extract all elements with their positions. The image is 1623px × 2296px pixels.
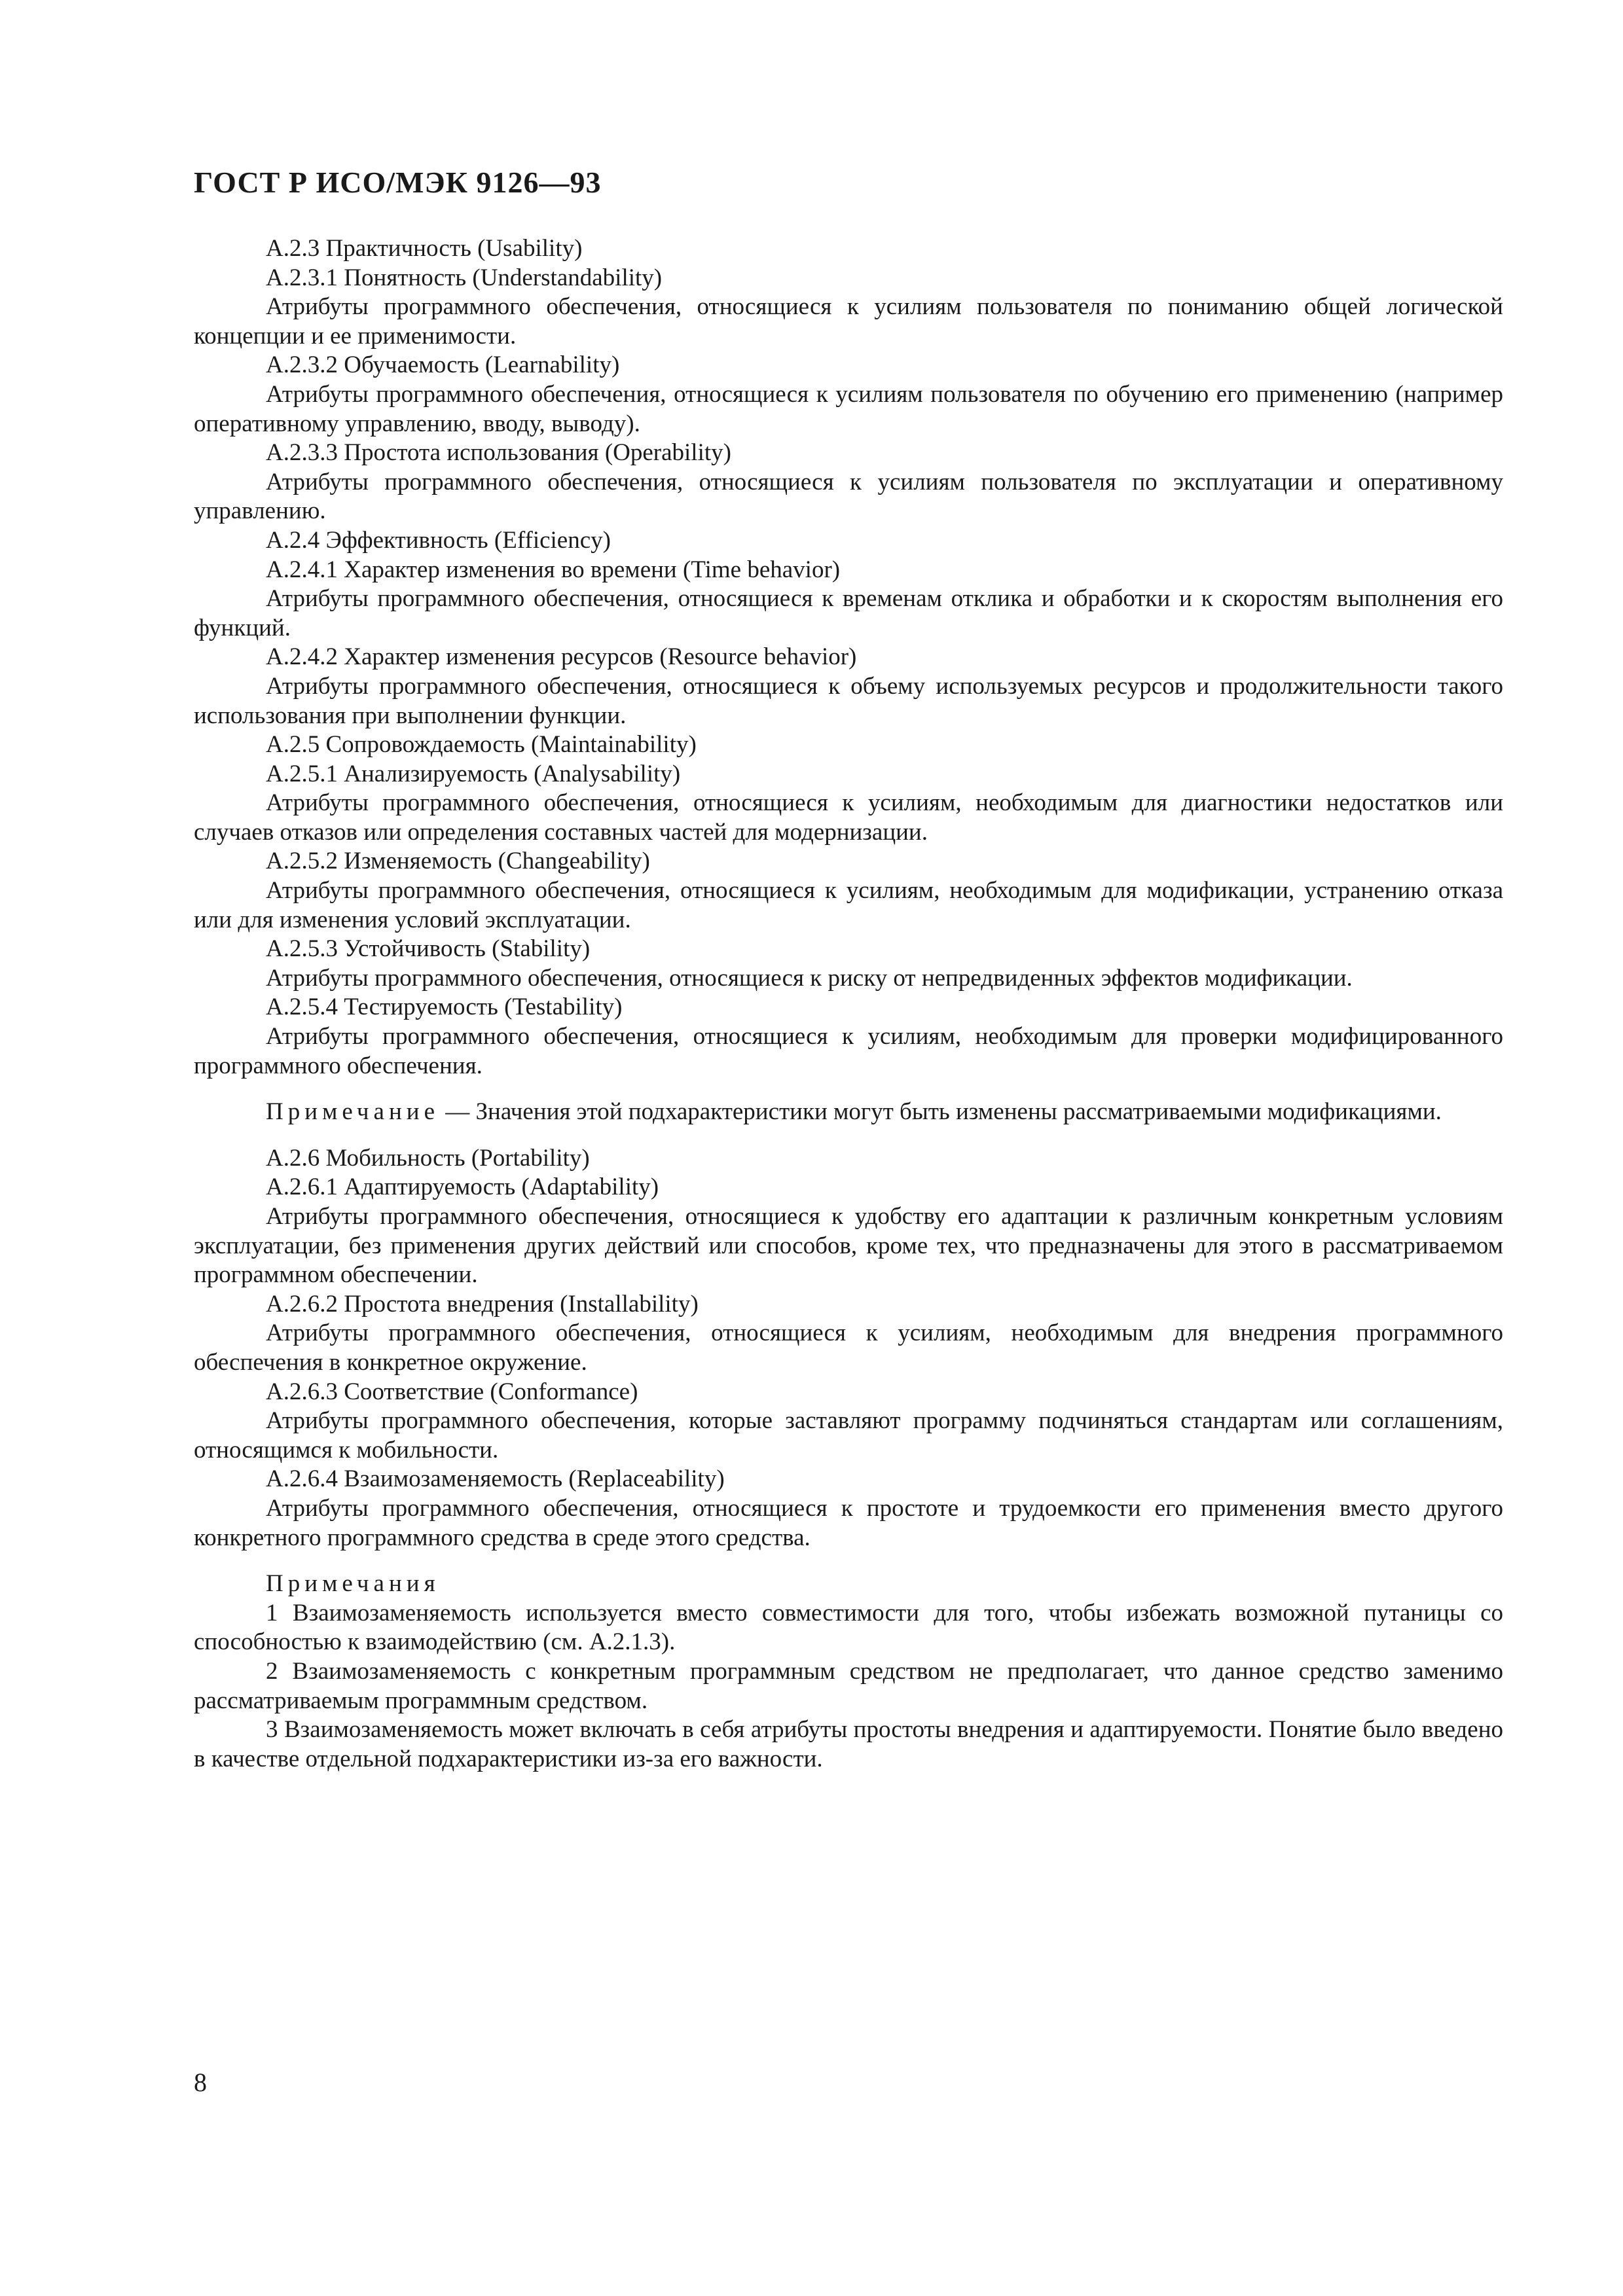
section-heading: А.2.5.3 Устойчивость (Stability) — [266, 935, 591, 963]
section-paragraph: Атрибуты программного обеспечения, относящиеся к усилиям, необходимым для проверки модифицированного программного обеспечения. — [194, 1023, 1503, 1079]
section-paragraph: Атрибуты программного обеспечения, относящиеся к усилиям пользователя по обучению его применению (например оперативному управлению, вводу, выводу). — [194, 380, 1503, 437]
section-heading: А.2.5.1 Анализируемость (Analysability) — [266, 760, 681, 787]
section-heading: А.2.3.1 Понятность (Understandability) — [266, 264, 663, 291]
section-paragraph: Атрибуты программного обеспечения, относящиеся к усилиям, необходимым для модификации, устранению отказа или для изменения условий эксплуатации. — [194, 877, 1503, 933]
section-heading: А.2.3.2 Обучаемость (Learnability) — [266, 351, 620, 379]
document-body — [194, 234, 1503, 1774]
section-heading: А.2.5.2 Изменяемость (Changeability) — [266, 848, 650, 875]
section-heading: А.2.6.2 Простота внедрения (Installability) — [266, 1290, 699, 1318]
section-paragraph: Атрибуты программного обеспечения, которые заставляют программу подчиняться стандартам или соглашениям, относящимся к мобильности. — [194, 1407, 1503, 1463]
note-label: Примечание — [266, 1098, 439, 1126]
note-item: 1 Взаимозаменяемость используется вместо совместимости для того, чтобы избежать возможной путаницы со способностью к взаимодействию (см. А.2.1.3). — [194, 1599, 1503, 1656]
page-number: 8 — [194, 2068, 207, 2097]
document-header: ГОСТ Р ИСО/МЭК 9126—93 — [194, 166, 602, 199]
section-paragraph: Атрибуты программного обеспечения, относящиеся к усилиям, необходимым для диагностики недостатков или случаев отказов или определения составных частей для модернизации. — [194, 789, 1503, 846]
section-paragraph: Атрибуты программного обеспечения, относящиеся к объему используемых ресурсов и продолжительности такого использования при выполнении функции. — [194, 672, 1503, 729]
note-item: 3 Взаимозаменяемость может включать в себя атрибуты простоты внедрения и адаптируемости. Понятие было введено в качестве отдельной подхарактеристики из-за его важности. — [194, 1716, 1503, 1772]
section-paragraph: Атрибуты программного обеспечения, относящиеся к усилиям пользователя по пониманию общей логической концепции и ее применимости. — [194, 293, 1503, 350]
note-item: 2 Взаимозаменяемость с конкретным программным средством не предполагает, что данное средство заменимо рассматриваемым программным средством. — [194, 1657, 1503, 1714]
section-heading: А.2.3.3 Простота использования (Operability) — [266, 439, 731, 467]
section-heading: А.2.6.3 Соответствие (Conformance) — [266, 1378, 638, 1405]
section-paragraph: Атрибуты программного обеспечения, относящиеся к удобству его адаптации к различным конкретным условиям эксплуатации, без применения других действий или способов, кроме тех, что предназначены для этого в рассматриваемом программном обеспечении. — [194, 1203, 1503, 1289]
section-heading: А.2.6.1 Адаптируемость (Adaptability) — [266, 1174, 659, 1201]
note-text: — Значения этой подхарактеристики могут быть изменены рассматриваемыми модификациями. — [439, 1098, 1442, 1126]
note-paragraph — [194, 1098, 1503, 1127]
section-heading: А.2.4 Эффективность (Efficiency) — [266, 526, 611, 554]
section-heading: А.2.4.1 Характер изменения во времени (Time behavior) — [266, 556, 841, 583]
section-heading: А.2.6.4 Взаимозаменяемость (Replaceability) — [266, 1465, 725, 1493]
section-paragraph: Атрибуты программного обеспечения, относящиеся к простоте и трудоемкости его применения вместо другого конкретного программного средства в среде этого средства. — [194, 1494, 1503, 1551]
section-heading: А.2.6 Мобильность (Portability) — [266, 1144, 590, 1172]
section-paragraph: Атрибуты программного обеспечения, относящиеся к усилиям пользователя по эксплуатации и оперативному управлению. — [194, 468, 1503, 525]
section-heading: А.2.4.2 Характер изменения ресурсов (Resource behavior) — [266, 643, 857, 671]
section-heading: А.2.3 Практичность (Usability) — [266, 235, 583, 262]
section-heading: А.2.5.4 Тестируемость (Testability) — [266, 994, 623, 1021]
section-paragraph: Атрибуты программного обеспечения, относящиеся к риску от непредвиденных эффектов модификации. — [266, 964, 1353, 992]
section-paragraph: Атрибуты программного обеспечения, относящиеся к усилиям, необходимым для внедрения программного обеспечения в конкретное окружение. — [194, 1319, 1503, 1376]
section-paragraph: Атрибуты программного обеспечения, относящиеся к временам отклика и обработки и к скоростям выполнения его функций. — [194, 585, 1503, 641]
notes-title: Примечания — [266, 1570, 440, 1598]
section-heading: А.2.5 Сопровождаемость (Maintainability) — [266, 731, 697, 759]
